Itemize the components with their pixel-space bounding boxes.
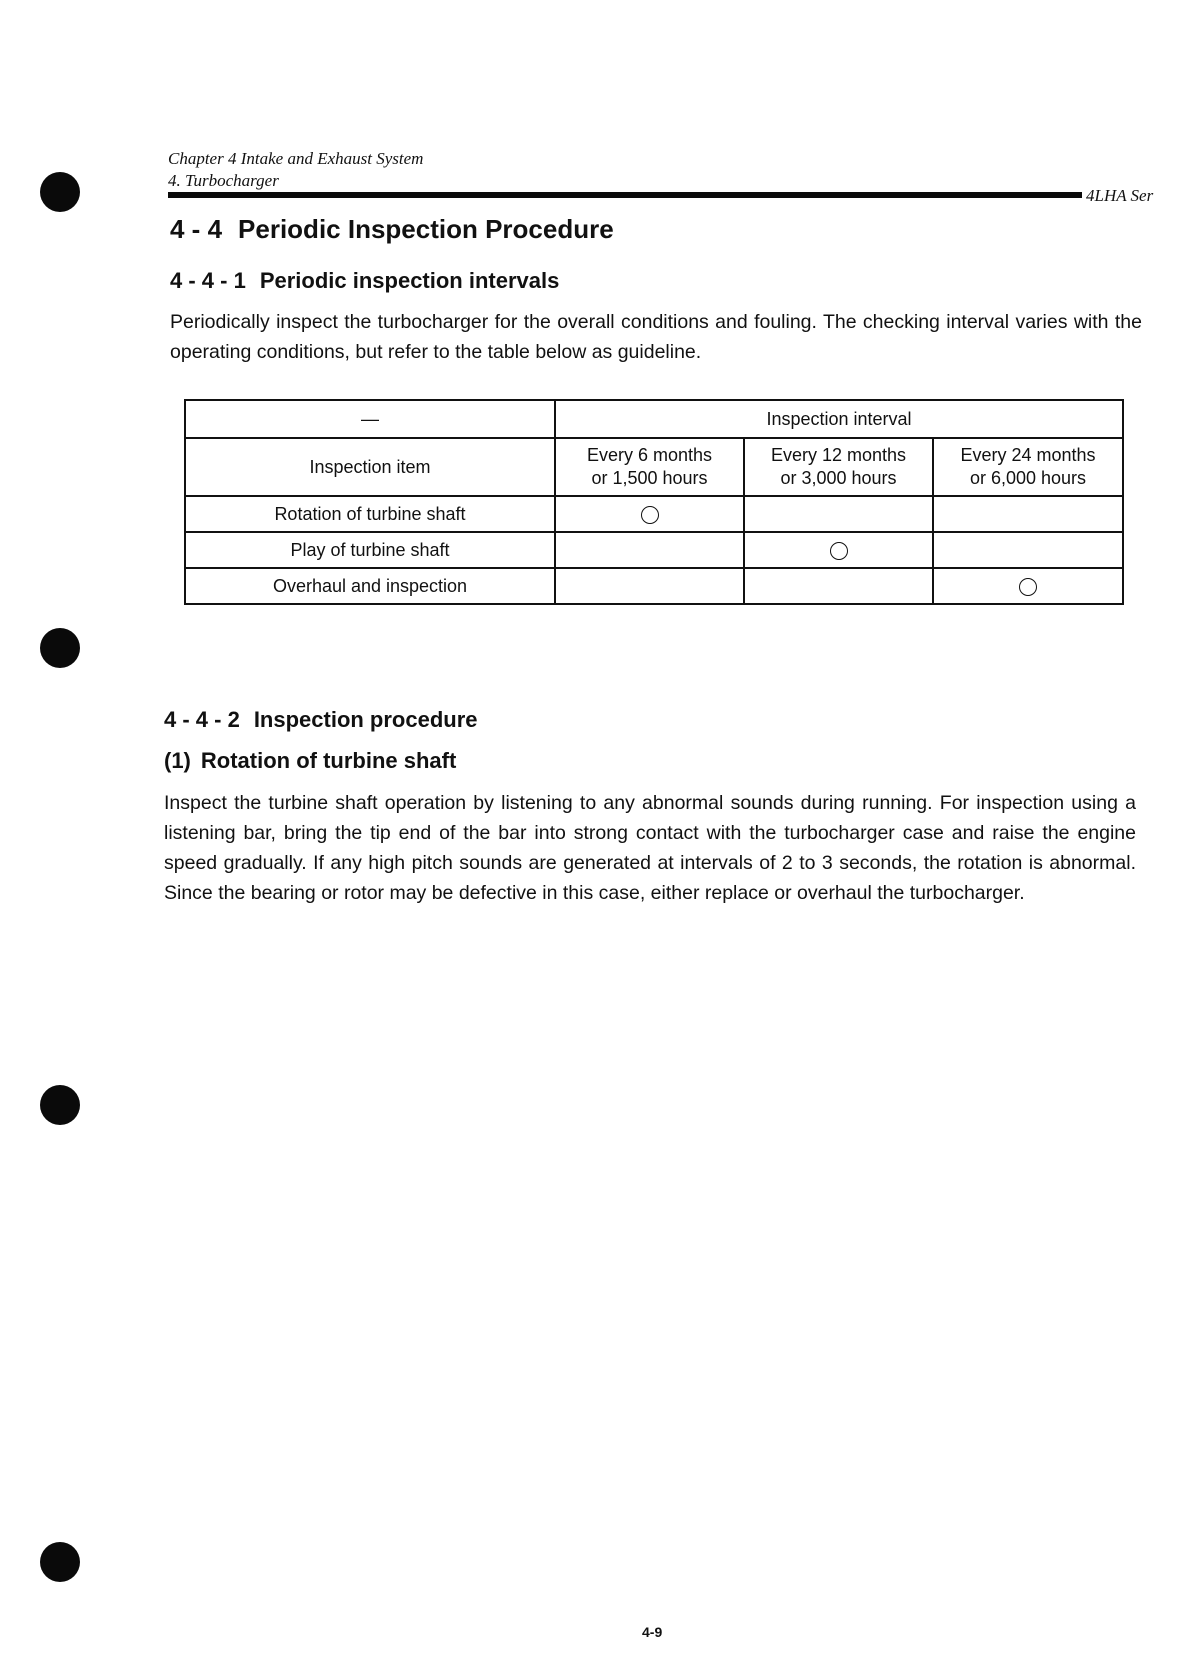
interval-line: or 1,500 hours <box>591 468 708 488</box>
interval-mark-cell <box>933 568 1123 604</box>
table-subheader-row <box>185 438 1123 496</box>
procedure-item-heading <box>164 748 456 774</box>
procedure-item-title: Rotation of turbine shaft <box>200 748 457 773</box>
interval-mark-cell <box>933 496 1123 532</box>
interval-line: Every 24 months <box>960 445 1096 465</box>
header-rule <box>168 192 1082 198</box>
section-heading-title: Periodic Inspection Procedure <box>238 214 614 244</box>
binder-hole <box>40 628 80 668</box>
procedure-item-number: (1) <box>164 748 191 773</box>
interval-mark-cell <box>555 496 744 532</box>
subsection-title: Inspection procedure <box>253 707 478 732</box>
item-column-header: Inspection item <box>185 438 555 496</box>
subsection-number: 4 - 4 - 1 <box>170 268 246 293</box>
intro-paragraph: Periodically inspect the turbocharger for the overall conditions and fouling. The checking interval varies with the operating conditions, but refer to the table below as guideline. <box>170 311 1142 363</box>
inspection-interval-table <box>184 399 1124 605</box>
inspection-item-cell: Play of turbine shaft <box>185 532 555 568</box>
interval-line: Every 6 months <box>586 445 713 465</box>
subsection-heading-procedure <box>164 707 478 733</box>
inspection-item-cell: Rotation of turbine shaft <box>185 496 555 532</box>
section-number: 4 - 4 <box>170 214 223 244</box>
subsection-title: Periodic inspection intervals <box>259 268 560 293</box>
interval-mark-cell <box>744 532 933 568</box>
interval-header-12-months <box>744 438 933 496</box>
table-row <box>185 532 1123 568</box>
table-row <box>185 496 1123 532</box>
inspection-item-cell: Overhaul and inspection <box>185 568 555 604</box>
interval-mark-cell <box>555 568 744 604</box>
interval-line: Every 12 months <box>770 445 907 465</box>
interval-line: or 3,000 hours <box>780 468 897 488</box>
series-label: 4LHA Ser <box>1086 186 1154 205</box>
section-heading <box>170 214 614 245</box>
running-header <box>168 148 423 192</box>
subsection-number: 4 - 4 - 2 <box>164 707 240 732</box>
chapter-title: Chapter 4 Intake and Exhaust System <box>168 149 424 168</box>
circle-mark-icon <box>641 506 659 524</box>
interval-mark-cell <box>933 532 1123 568</box>
interval-header-6-months <box>555 438 744 496</box>
section-title: 4. Turbocharger <box>168 171 279 190</box>
page-number: 4-9 <box>642 1624 663 1640</box>
subsection-heading-intervals <box>170 268 559 294</box>
binder-hole <box>40 1542 80 1582</box>
circle-mark-icon <box>1019 578 1037 596</box>
circle-mark-icon <box>830 542 848 560</box>
interval-line: or 6,000 hours <box>969 468 1087 488</box>
binder-hole <box>40 1085 80 1125</box>
binder-hole <box>40 172 80 212</box>
interval-header-24-months <box>933 438 1123 496</box>
table-header-row <box>185 400 1123 438</box>
interval-mark-cell <box>555 532 744 568</box>
procedure-paragraph: Inspect the turbine shaft operation by listening to any abnormal sounds during running. For inspection using a listening bar, bring the tip end of the bar into strong contact with the turbocharger case and raise the engine speed gradually. If any high pitch sounds are generated at intervals of 2 to 3 seconds, the rotation is abnormal. Since the bearing or rotor may be defective in this case, either replace or overhaul the turbocharger. <box>164 792 1136 904</box>
table-corner-cell: — <box>185 400 555 438</box>
interval-mark-cell <box>744 496 933 532</box>
interval-group-header: Inspection interval <box>555 400 1123 438</box>
interval-mark-cell <box>744 568 933 604</box>
table-row <box>185 568 1123 604</box>
